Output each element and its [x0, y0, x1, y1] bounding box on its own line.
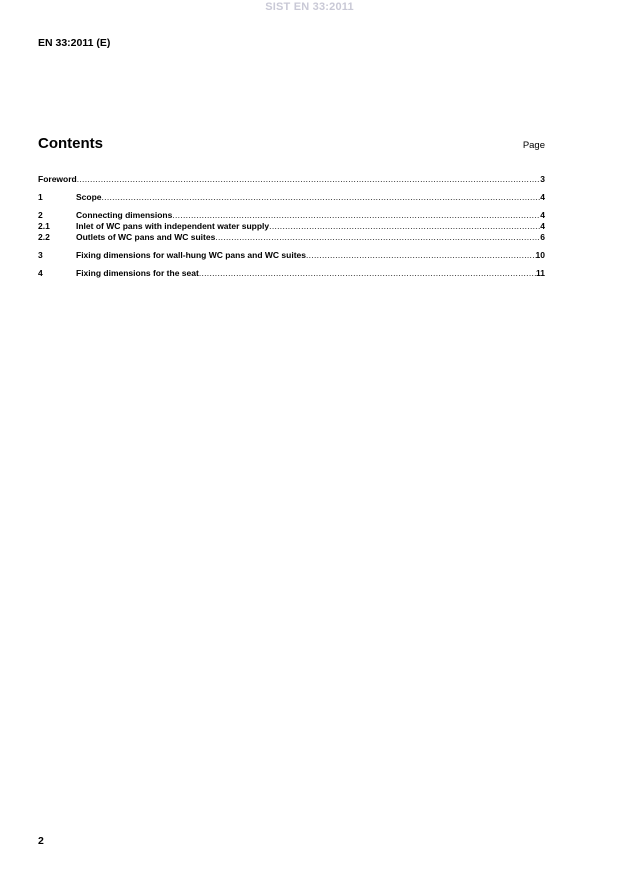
toc-entry-number: 1 [38, 192, 43, 202]
toc-entry-page: 4 [540, 210, 545, 220]
toc-entry-title: Connecting dimensions [76, 210, 173, 220]
toc-entry-number: 2.1 [38, 221, 50, 231]
toc-entry-fixing-wall-hung[interactable] [38, 250, 545, 261]
page-column-label: Page [522, 140, 545, 151]
toc-entry-title: Scope [76, 192, 102, 202]
toc-entry-title: Fixing dimensions for wall-hung WC pans and WC suites [76, 250, 306, 260]
toc-entry-page: 3 [540, 174, 545, 184]
table-of-contents [38, 174, 545, 279]
toc-entry-inlet[interactable] [38, 221, 545, 232]
toc-leader-dots [102, 192, 541, 203]
toc-entry-number: 3 [38, 250, 43, 260]
toc-entry-connecting-dimensions[interactable] [38, 210, 545, 221]
toc-entry-scope[interactable] [38, 192, 545, 203]
toc-entry-number: 2 [38, 210, 43, 220]
toc-entry-page: 11 [536, 268, 545, 278]
toc-entry-page: 6 [540, 232, 545, 242]
contents-heading: Contents [38, 135, 103, 152]
toc-entry-title: Inlet of WC pans with independent water supply [76, 221, 270, 231]
toc-leader-dots [269, 221, 540, 232]
toc-leader-dots [77, 174, 541, 185]
toc-leader-dots [215, 232, 540, 243]
toc-entry-page: 4 [540, 192, 545, 202]
document-identifier: EN 33:2011 (E) [38, 37, 111, 49]
toc-leader-dots [199, 268, 536, 279]
toc-entry-title: Foreword [38, 174, 77, 184]
toc-entry-title: Fixing dimensions for the seat [76, 268, 199, 278]
toc-entry-outlets[interactable] [38, 232, 545, 243]
toc-entry-foreword[interactable] [38, 174, 545, 185]
toc-leader-dots [306, 250, 536, 261]
toc-entry-number: 4 [38, 268, 43, 278]
watermark: SIST EN 33:2011 [265, 1, 354, 13]
toc-entry-title: Outlets of WC pans and WC suites [76, 232, 216, 242]
page-number: 2 [38, 835, 44, 847]
toc-entry-page: 4 [540, 221, 545, 231]
toc-entry-page: 10 [535, 250, 545, 260]
toc-entry-number: 2.2 [38, 232, 50, 242]
toc-leader-dots [172, 210, 540, 221]
toc-entry-fixing-seat[interactable] [38, 268, 545, 279]
